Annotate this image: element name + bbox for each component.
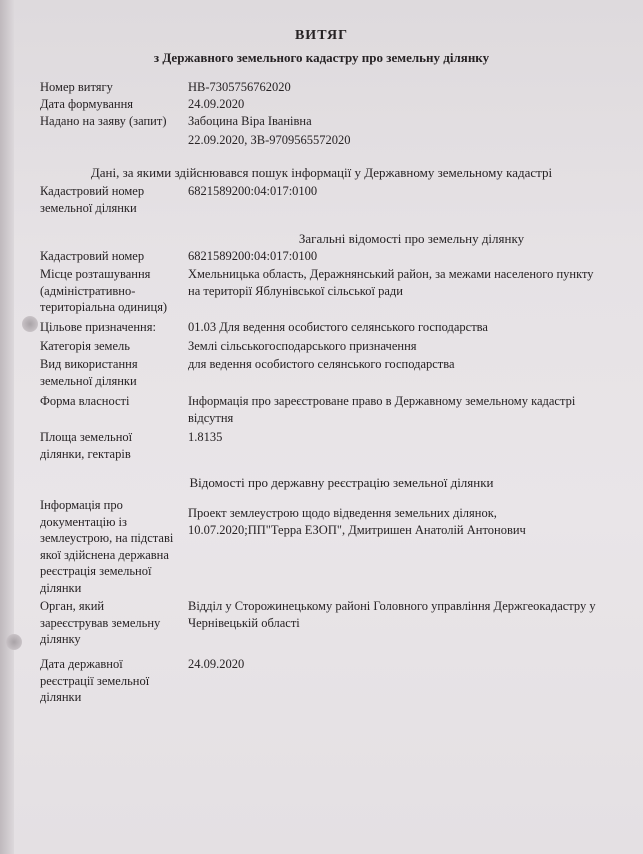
- field-label-ownership-form: Форма власності: [40, 394, 130, 408]
- field-value-cadastral-number: 6821589200:04:017:0100: [188, 249, 318, 263]
- field-label-search-cadastral: Кадастровий номер земельної ділянки: [40, 184, 145, 215]
- section-heading-registration: Відомості про державну реєстрацію земельної ділянки: [189, 475, 494, 490]
- section-heading-search: Дані, за якими здійснювався пошук інформації у Державному земельному кадастрі: [90, 165, 553, 180]
- punch-hole: [6, 634, 22, 650]
- field-label-registering-authority: Орган, який зареєстрував земельну ділянку: [40, 599, 161, 646]
- field-value-request-extra: 22.09.2020, ЗВ-9709565572020: [188, 133, 351, 147]
- field-value-registration-date: 24.09.2020: [188, 657, 245, 671]
- field-label-usage-type: Вид використання земельної ділянки: [40, 357, 138, 388]
- field-value-land-category: Землі сільськогосподарського призначення: [188, 339, 417, 353]
- page-shadow: [0, 0, 14, 854]
- section-heading-general: Загальні відомості про земельну ділянку: [298, 231, 525, 246]
- document-title: ВИТЯГ: [294, 28, 349, 43]
- field-value-area: 1.8135: [188, 430, 223, 444]
- field-label-cadastral-number: Кадастровий номер: [40, 249, 145, 263]
- field-value-registering-authority: Відділ у Сторожинецькому районі Головного управління Держгеокадастру у Чернівецькій області: [188, 599, 596, 630]
- document-subtitle: з Державного земельного кадастру про земельну ділянку: [153, 50, 490, 65]
- field-label-land-documentation: Інформація про документацію із землеустрою, на підставі якої здійснена державна реєстрація земельної ділянки: [40, 498, 174, 595]
- field-label-purpose: Цільове призначення:: [40, 320, 156, 334]
- field-label-extract-number: Номер витягу: [40, 80, 113, 94]
- field-label-formation-date: Дата формування: [40, 97, 134, 111]
- field-value-land-documentation: Проект землеустрою щодо відведення земельних ділянок, 10.07.2020;ПП"Терра ЕЗОП", Дмитришен Анатолій Антонович: [188, 506, 526, 537]
- field-value-formation-date: 24.09.2020: [188, 97, 245, 111]
- punch-hole: [22, 316, 38, 332]
- field-value-request: Забоцина Віра Іванівна: [188, 114, 312, 128]
- field-value-ownership-form: Інформація про зареєстроване право в Державному земельному кадастрі відсутня: [188, 394, 576, 425]
- field-value-extract-number: НВ-7305756762020: [188, 80, 291, 94]
- field-value-location: Хмельницька область, Деражнянський район, за межами населеного пункту на території Яблунівської сільської ради: [188, 267, 594, 298]
- field-value-purpose: 01.03 Для ведення особистого селянського господарства: [188, 320, 488, 334]
- field-label-area: Площа земельної ділянки, гектарів: [40, 430, 133, 461]
- field-value-usage-type: для ведення особистого селянського господарства: [188, 357, 455, 371]
- field-label-land-category: Категорія земель: [40, 339, 130, 353]
- field-value-search-cadastral: 6821589200:04:017:0100: [188, 184, 318, 198]
- field-label-request: Надано на заяву (запит): [40, 114, 167, 128]
- field-label-registration-date: Дата державної реєстрації земельної ділянки: [40, 657, 150, 704]
- field-label-location: Місце розташування (адміністративно-територіальна одиниця): [40, 267, 168, 314]
